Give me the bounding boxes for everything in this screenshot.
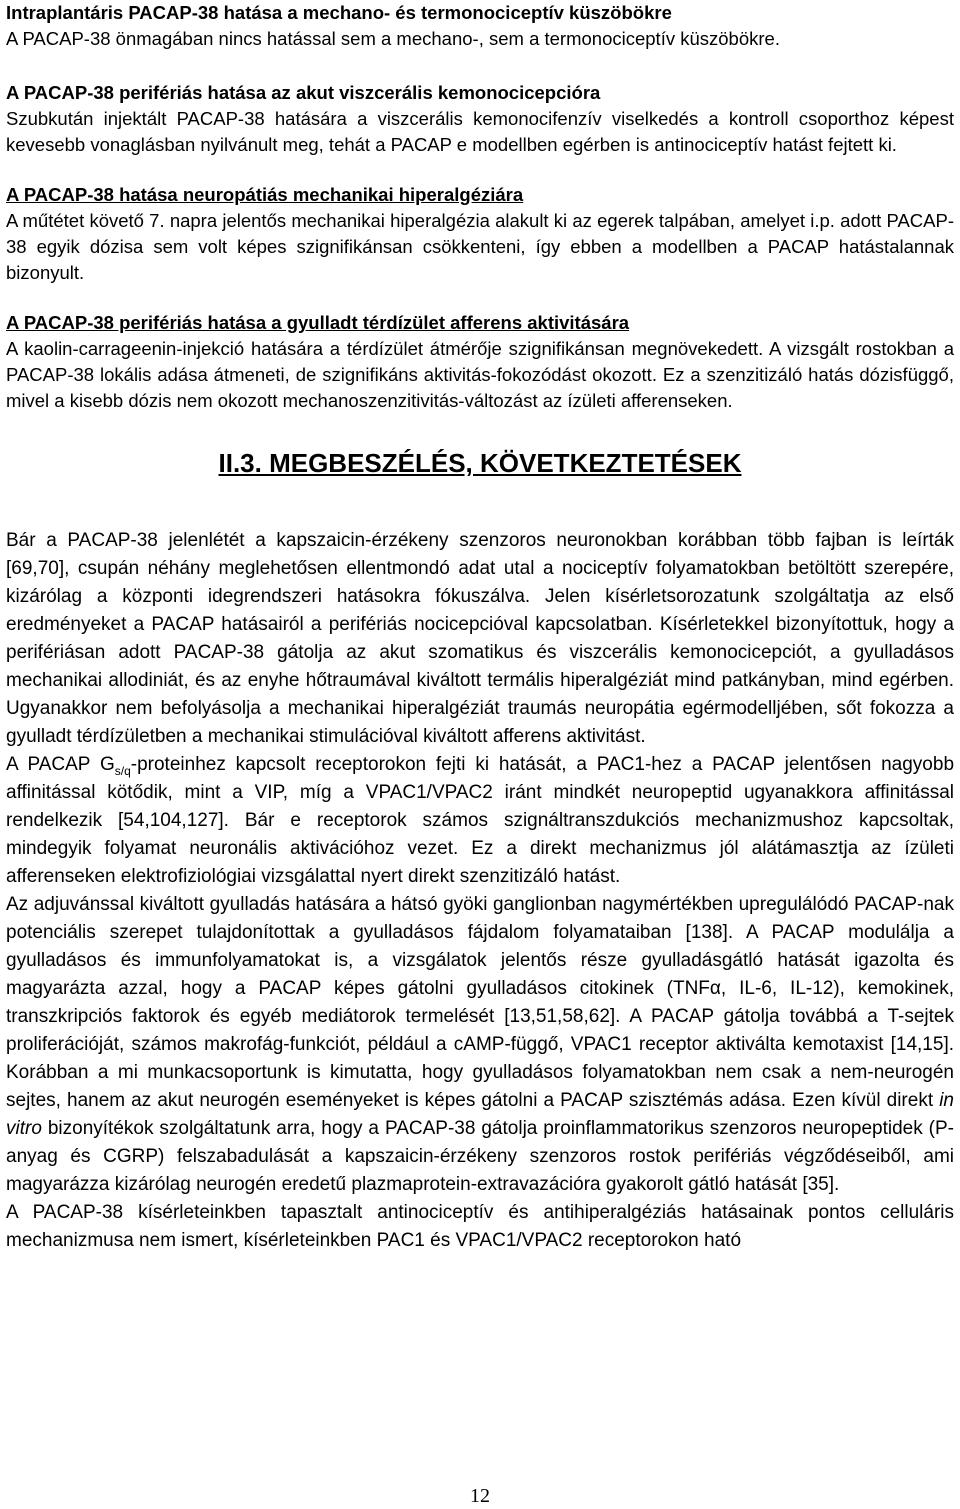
section-text-knee-joint: A kaolin-carrageenin-injekció hatására a térdízület átmérője szignifikánsan megnövekedett. A vizsgált rostokban a PACAP-38 lokális adása átmeneti, de szignifikáns aktivitás-fokozódást okozott. Ez a szenzitizáló hatás dózisfüggő, mivel a kisebb dózis nem okozott mechanoszenzitivitás-változást az ízületi afferenseken. (6, 338, 954, 411)
section-text-visceral: Szubkután injektált PACAP-38 hatására a viszcerális kemonocifenzív viselkedés a kontroll csoporthoz képest kevesebb vonaglásban nyilvánult meg, tehát a PACAP e modellben egérben is antinociceptív hatást fejtett ki. (6, 108, 954, 155)
alpha-symbol: α (709, 978, 721, 999)
discussion-body (6, 527, 954, 1255)
discussion-paragraph-1: Bár a PACAP-38 jelenlétét a kapszaicin-érzékeny szenzoros neuronokban korábban több fajban is leírták [69,70], csupán néhány meglehetősen ellentmondó adat utal a nociceptív folyamatokban betöltött szerepére, kizárólag a központi idegrendszeri hatásokra fókuszálva. Jelen kísérletsorozatunk szolgáltatja az első eredményeket a PACAP hatásairól a perifériás nocicepcióval kapcsolatban. Kísérletekkel bizonyítottuk, hogy a perifériásan adott PACAP-38 gátolja az akut szomatikus és viszcerális kemonocicepciót, a gyulladásos mechanikai allodiniát, és az enyhe hőtraumával kiváltott termális hiperalgéziát mind patkányban, mind egérben. Ugyanakkor nem befolyásolja a mechanikai hiperalgéziát traumás neuropátia egérmodelljében, sőt fokozza a gyulladt térdízületben a mechanikai stimulációval kiváltott afferens aktivitást. (6, 530, 954, 747)
document-page (6, 0, 954, 1255)
discussion-paragraph-3: Az adjuvánssal kiváltott gyulladás hatására a hátsó gyöki ganglionban nagymértékben upregulálódó PACAP-nak potenciális szerepet tulajdonítottak a gyulladásos fájdalom folyamataiban [138]. A PACAP modulálja a gyulladásos és immunfolyamatokat is, a vizsgálatok jelentős része gyulladásgátló hatását igazolta és magyarázta azzal, hogy a PACAP képes gátolni gyulladásos citokinek (TNFα, IL-6, IL-12), kemokinek, transzkripciós faktorok és egyéb mediátorok termelését [13,51,58,62]. A PACAP gátolja továbbá a T-sejtek proliferációját, számos makrofág-funkciót, például a cAMP-függő, VPAC1 receptor aktiválta kemotaxist [14,15]. Korábban a mi munkacsoportunk is kimutatta, hogy gyulladásos folyamatokban nem csak a nem-neurogén sejtes, hanem az akut neurogén eseményeket is képes gátolni a PACAP szisztémás adása. Ezen kívül direkt in vitro bizonyítékok szolgáltatunk arra, hogy a PACAP-38 gátolja proinflammatorikus szenzoros neuropeptidek (P-anyag és CGRP) felszabadulását a kapszaicin-érzékeny szenzoros rostok perifériás végződéseiből, ami magyarázza kizárólag neurogén eredetű plazmaprotein-extravazációra gyakorolt gátló hatását [35]. (6, 894, 954, 1195)
chapter-heading: II.3. MEGBESZÉLÉS, KÖVETKEZTETÉSEK (218, 448, 742, 478)
section-text-mechano-thermo: A PACAP-38 önmagában nincs hatással sem a mechano-, sem a termonociceptív küszöbökre. (6, 28, 780, 49)
page-number: 12 (470, 1485, 490, 1507)
results-summary (6, 0, 954, 414)
discussion-paragraph-2: A PACAP $G_{s/q}$-proteinhez kapcsolt receptorokon fejti ki hatását, a PAC1-hez a PACAP jelentősen nagyobb affinitással kötődik, mint a VIP, míg a VPAC1/VPAC2 iránt mindkét neuropeptid ugyanakkora affinitással rendelkezik [54,104,127]. Bár e receptorok számos szignáltranszdukciós mechanizmushoz kapcsoltak, mindegyik folyamat neuronális aktivációhoz vezet. Ez a direkt mechanizmus jól alátámasztja az ízületi afferenseken elektrofiziológiai vizsgálattal nyert direkt szenzitizáló hatást. (6, 754, 955, 887)
section-heading-knee-joint: A PACAP-38 perifériás hatása a gyulladt térdízület afferens aktivitására (6, 312, 630, 333)
section-heading-neuropathic: A PACAP-38 hatása neuropátiás mechanikai hiperalgéziára (6, 184, 524, 205)
section-text-neuropathic: A műtétet követő 7. napra jelentős mechanikai hiperalgézia alakult ki az egerek talpában, amelyet i.p. adott PACAP-38 egyik dózisa sem volt képes szignifikánsan csökkenteni, így ebben a modellben a PACAP hatástalannak bizonyult. (6, 210, 954, 283)
section-heading-visceral: A PACAP-38 perifériás hatása az akut viszcerális kemonocicepcióra (6, 82, 601, 103)
discussion-paragraph-4: A PACAP-38 kísérleteinkben tapasztalt antinociceptív és antihiperalgéziás hatásainak pontos celluláris mechanizmusa nem ismert, kísérleteinkben PAC1 és VPAC1/VPAC2 receptorokon ható (6, 1202, 954, 1251)
section-heading-mechano-thermo: Intraplantáris PACAP-38 hatása a mechano- és termonociceptív küszöbökre (6, 2, 672, 23)
